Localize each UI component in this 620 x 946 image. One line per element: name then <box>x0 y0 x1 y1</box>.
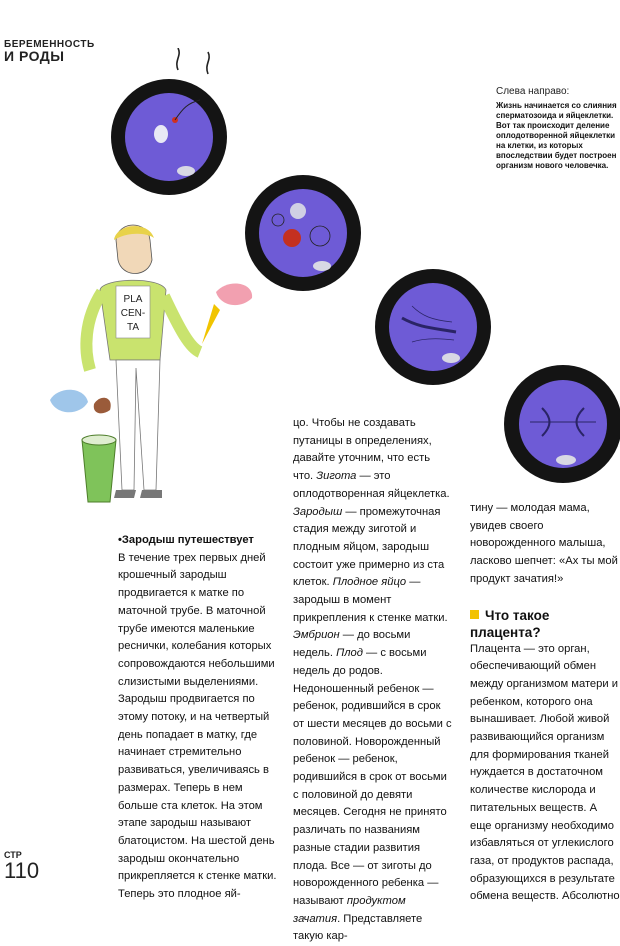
def-embrion: — до восьми недель. <box>293 629 411 660</box>
def-zygote: — это оплодотворенная яйцеклетка. <box>293 470 450 500</box>
term-embrion: Эмбрион <box>293 629 340 642</box>
heading-what-is-placenta <box>470 607 620 641</box>
caption-heading: Слева направо: <box>496 86 570 97</box>
section-title-top: БЕРЕМЕННОСТЬ <box>4 39 95 50</box>
term-fetus: Плод <box>336 647 363 660</box>
cell-fertilization-image <box>108 48 230 198</box>
def-fetus: — с восьми недель до родов. Недоношенный ребенок — ребенок, родившийся в срок от шести месяцев до восьми с половиной. Новорожденный ребенок — ребенок, родившийся в срок от восьми с половиной до девяти месяцев. Сегодня не принято различать по названиям разные стадии развития плода. Все — от зиготы до новорожденного ребенка — называют <box>293 647 452 907</box>
page-label: СТР <box>4 850 22 860</box>
def-embryo: — промежуточная стадия между зиготой и плодным яйцом, зародыш состоит уже примерно из ста клеток. <box>293 505 445 589</box>
yellow-square-icon <box>470 610 479 619</box>
section-title-bottom: И РОДЫ <box>4 48 65 64</box>
shirt-text-1: PLA <box>123 294 143 305</box>
text-column-2 <box>293 415 453 946</box>
shirt-text-2: CEN- <box>120 308 146 319</box>
column3-text-1: тину — молодая мама, увидев своего новорожденного малыша, ласково шепчет: «Ах ты мой продукт зачатия!» <box>470 502 618 585</box>
heading-text: Что такое плацента? <box>470 607 550 640</box>
term-product: продуктом зачатия <box>293 894 406 925</box>
term-embryo: Зародыш <box>293 505 343 518</box>
shirt-text-3: TA <box>126 322 140 333</box>
text-column-1 <box>118 532 278 904</box>
figure-caption <box>496 86 618 171</box>
page-number-value: 110 <box>4 858 40 883</box>
text-column-3 <box>470 500 620 906</box>
column3-text-2: Плацента — это орган, обеспечивающий обмен между организмом матери и ребенком, которого она вынашивает. Любой живой развивающийся организм для формирования тканей нуждается в достаточном количестве кислорода и питательных веществ. А еще организму необходимо избавляться от углекислого газа, от продуктов распада, образующихся в результате обмена веществ. Абсолютно <box>470 642 620 903</box>
placenta-man-illustration <box>30 220 280 515</box>
column1-text: В течение трех первых дней крошечный зародыш продвигается к матке по маточной трубе. В маточной трубе имеются маленькие реснички, колебания которых сопровождаются небольшими слизистыми выделениями. Зародыш продвигается по этому потоку, и на четвертый день попадает в матку, где начинает стремительно развиваться, увеличиваясь в размерах. Теперь в нем больше ста клеток. На этом этапе зародыш называют блатоцистом. На шестой день зародыш окончательно прикрепляется к стенке матки. Теперь это плодное яй- <box>118 551 277 901</box>
cell-anaphase-image <box>500 362 620 486</box>
term-zygote: Зигота <box>316 470 357 483</box>
page-number <box>4 850 39 884</box>
def-product: . Представляете такую кар- <box>293 912 423 943</box>
caption-body: Жизнь начинается со слияния сперматозоида и яйцеклетки. Вот так происходит деление оплодотворенной яйцеклетки на клетки, из которых впоследствии будет построен организм нового человечка. <box>496 101 617 170</box>
column2-intro: цо. Чтобы не создавать путаницы в определениях, давайте уточним, что есть что. <box>293 417 432 483</box>
section-header <box>4 40 95 63</box>
column2-paragraph <box>293 415 453 946</box>
cell-division-image <box>372 266 494 388</box>
term-fetal-egg: Плодное яйцо <box>332 576 407 589</box>
def-fetal-egg: — зародыш в момент прикрепления к стенке матки. <box>293 576 448 624</box>
heading-embryo-travels: •Зародыш путешествует <box>118 534 254 546</box>
